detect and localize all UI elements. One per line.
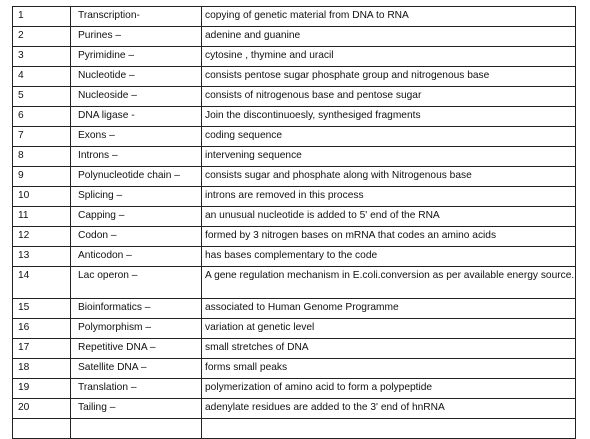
row-number: 18: [13, 359, 71, 379]
row-number: 16: [13, 319, 71, 339]
definition-cell: introns are removed in this process: [202, 187, 576, 207]
table-row: [13, 87, 576, 107]
term-cell: Exons –: [71, 127, 202, 147]
definition-cell: Join the discontinuoesly, synthesiged fragments: [202, 107, 576, 127]
term-cell: Nucleotide –: [71, 67, 202, 87]
term-cell: Satellite DNA –: [71, 359, 202, 379]
definition-cell: consists sugar and phosphate along with Nitrogenous base: [202, 167, 576, 187]
row-number: 5: [13, 87, 71, 107]
definition-cell: copying of genetic material from DNA to RNA: [202, 7, 576, 27]
row-number: 10: [13, 187, 71, 207]
table-row: [13, 319, 576, 339]
definition-cell: forms small peaks: [202, 359, 576, 379]
term-cell-empty: [71, 419, 202, 439]
definition-cell: small stretches of DNA: [202, 339, 576, 359]
glossary-table: [12, 6, 576, 439]
row-number-empty: [13, 419, 71, 439]
row-number: 14: [13, 267, 71, 299]
definition-cell: A gene regulation mechanism in E.coli.conversion as per available energy source.: [202, 267, 576, 299]
definition-cell: adenine and guanine: [202, 27, 576, 47]
table-row: [13, 127, 576, 147]
definition-cell: cytosine , thymine and uracil: [202, 47, 576, 67]
term-cell: Repetitive DNA –: [71, 339, 202, 359]
definition-cell: an unusual nucleotide is added to 5' end of the RNA: [202, 207, 576, 227]
table-row: [13, 7, 576, 27]
term-cell: Purines –: [71, 27, 202, 47]
term-cell: Polymorphism –: [71, 319, 202, 339]
definition-cell: polymerization of amino acid to form a polypeptide: [202, 379, 576, 399]
definition-cell: associated to Human Genome Programme: [202, 299, 576, 319]
row-number: 4: [13, 67, 71, 87]
row-number: 7: [13, 127, 71, 147]
row-number: 19: [13, 379, 71, 399]
definition-cell: has bases complementary to the code: [202, 247, 576, 267]
table-row: [13, 379, 576, 399]
definition-cell: consists of nitrogenous base and pentose sugar: [202, 87, 576, 107]
row-number: 20: [13, 399, 71, 419]
row-number: 9: [13, 167, 71, 187]
term-cell: Codon –: [71, 227, 202, 247]
term-cell: Lac operon –: [71, 267, 202, 299]
row-number: 2: [13, 27, 71, 47]
table-row: [13, 399, 576, 419]
definition-cell: formed by 3 nitrogen bases on mRNA that codes an amino acids: [202, 227, 576, 247]
definition-cell: intervening sequence: [202, 147, 576, 167]
table-row: [13, 339, 576, 359]
row-number: 3: [13, 47, 71, 67]
definition-cell: variation at genetic level: [202, 319, 576, 339]
row-number: 6: [13, 107, 71, 127]
glossary-table-body: [13, 7, 576, 439]
table-row-cutoff: [13, 419, 576, 439]
definition-cell: consists pentose sugar phosphate group and nitrogenous base: [202, 67, 576, 87]
term-cell: Polynucleotide chain –: [71, 167, 202, 187]
row-number: 11: [13, 207, 71, 227]
term-cell: Pyrimidine –: [71, 47, 202, 67]
row-number: 15: [13, 299, 71, 319]
term-cell: Translation –: [71, 379, 202, 399]
term-cell: Capping –: [71, 207, 202, 227]
row-number: 8: [13, 147, 71, 167]
term-cell: DNA ligase -: [71, 107, 202, 127]
definition-cell-empty: [202, 419, 576, 439]
table-row: [13, 247, 576, 267]
table-row: [13, 47, 576, 67]
row-number: 12: [13, 227, 71, 247]
row-number: 1: [13, 7, 71, 27]
table-row: [13, 359, 576, 379]
term-cell: Anticodon –: [71, 247, 202, 267]
table-row: [13, 207, 576, 227]
row-number: 13: [13, 247, 71, 267]
table-row: [13, 187, 576, 207]
table-row: [13, 67, 576, 87]
definition-cell: adenylate residues are added to the 3' end of hnRNA: [202, 399, 576, 419]
term-cell: Transcription-: [71, 7, 202, 27]
row-number: 17: [13, 339, 71, 359]
term-cell: Nucleoside –: [71, 87, 202, 107]
table-row: [13, 147, 576, 167]
definition-cell: coding sequence: [202, 127, 576, 147]
term-cell: Splicing –: [71, 187, 202, 207]
table-row: [13, 227, 576, 247]
table-row: [13, 107, 576, 127]
term-cell: Bioinformatics –: [71, 299, 202, 319]
table-row: [13, 27, 576, 47]
table-row: [13, 299, 576, 319]
term-cell: Introns –: [71, 147, 202, 167]
table-row: [13, 167, 576, 187]
term-cell: Tailing –: [71, 399, 202, 419]
table-row: [13, 267, 576, 299]
